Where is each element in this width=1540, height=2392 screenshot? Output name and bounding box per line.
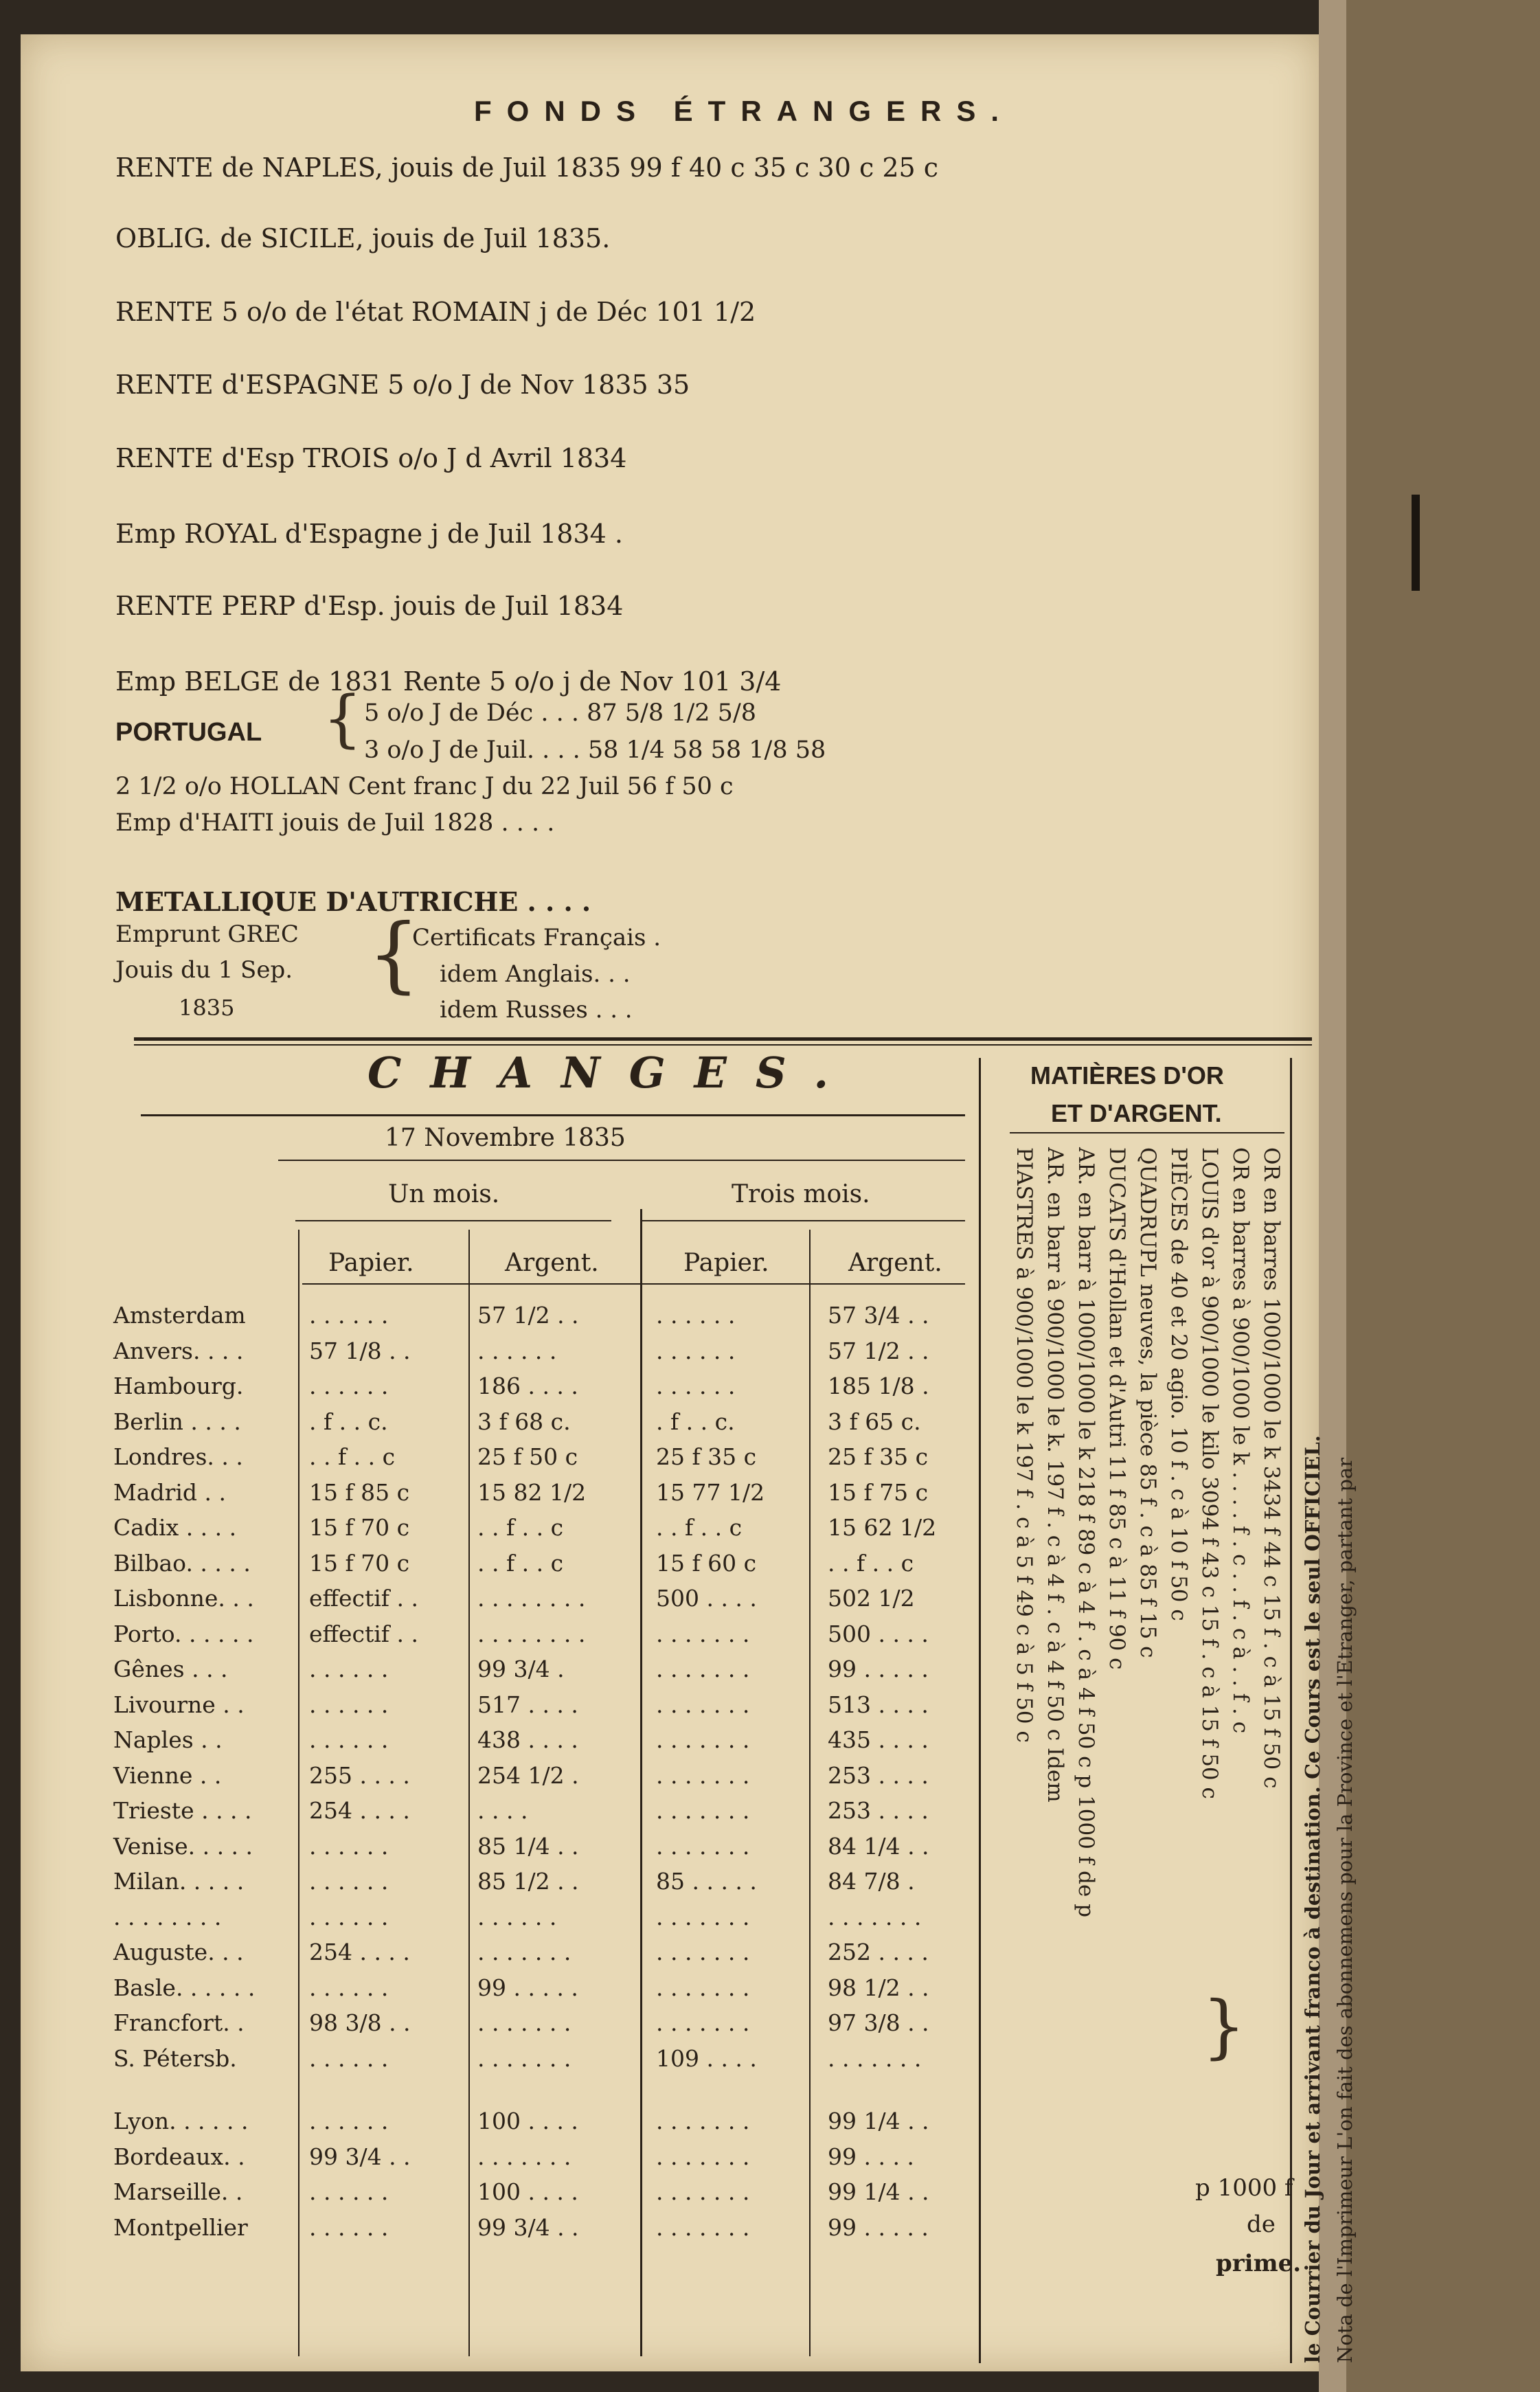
- cell-argent-un-mois: . . . . . .: [477, 1903, 557, 1930]
- header-argent-3: Argent.: [848, 1249, 942, 1277]
- cell-papier-trois-mois: . . . . . . .: [656, 1726, 750, 1753]
- grec-line-2: Jouis du 1 Sep.: [115, 956, 293, 984]
- cell-papier-trois-mois: . . . . . .: [656, 1373, 736, 1399]
- cell-papier-trois-mois: . . . . . . .: [656, 2009, 750, 2036]
- cell-papier-trois-mois: . . . . . . .: [656, 1832, 750, 1860]
- portugal-label: PORTUGAL: [115, 718, 262, 747]
- cell-papier-trois-mois: 109 . . . .: [656, 2044, 757, 2072]
- cell-argent-un-mois: 15 82 1/2: [477, 1478, 587, 1506]
- cell-papier-un-mois: 255 . . . .: [309, 1761, 410, 1789]
- cell-papier-un-mois: . . . . . .: [309, 2044, 389, 2072]
- cell-papier-un-mois: . . . . . .: [309, 1726, 389, 1753]
- city-label: Bilbao. . . . .: [113, 1549, 251, 1577]
- grec-cert-francais: Certificats Français .: [412, 924, 661, 951]
- matieres-col-1: OR en barres 1000/1000 le k 3434 f 44 c 15 f . c à 15 f 50 c: [1259, 1147, 1284, 1789]
- changes-date-rule: [278, 1160, 965, 1161]
- grec-brace: {: [367, 907, 420, 1002]
- cell-argent-un-mois: . . . . . .: [477, 1337, 557, 1364]
- city-label: Auguste. . .: [113, 1939, 244, 1965]
- cell-argent-un-mois: . . . . . . .: [477, 2009, 571, 2036]
- cell-papier-trois-mois: . . . . . . .: [656, 2143, 750, 2170]
- cell-papier-un-mois: . . . . . .: [309, 1373, 389, 1399]
- matieres-col-8: AR. en barr à 900/1000 le k. 197 f . c à 4 f . c à 4 f 50 c Idem: [1043, 1147, 1067, 1803]
- cell-papier-un-mois: . . . . . .: [309, 1868, 389, 1895]
- cell-argent-un-mois: 3 f 68 c.: [477, 1408, 571, 1435]
- cell-argent-trois-mois: 15 62 1/2: [828, 1514, 937, 1541]
- cell-argent-un-mois: 99 3/4 . .: [477, 2213, 579, 2241]
- cell-papier-trois-mois: 25 f 35 c: [656, 1443, 757, 1470]
- portugal-brace: {: [323, 683, 363, 755]
- changes-title: CHANGES.: [367, 1048, 858, 1098]
- city-label: Porto. . . . . .: [113, 1620, 254, 1647]
- cell-argent-trois-mois: 253 . . . .: [828, 1797, 929, 1824]
- cell-papier-trois-mois: 85 . . . . .: [656, 1868, 757, 1895]
- col-divider-6: [1290, 1058, 1292, 2363]
- cell-papier-trois-mois: . . . . . . .: [656, 1974, 750, 2001]
- city-label: Cadix . . . .: [113, 1514, 237, 1541]
- cell-papier-trois-mois: . . . . . . .: [656, 2213, 750, 2241]
- city-label: Trieste . . . .: [113, 1797, 252, 1824]
- cell-argent-trois-mois: 57 1/2 . .: [828, 1337, 929, 1364]
- cell-papier-un-mois: effectif . .: [309, 1585, 418, 1612]
- fonds-line-hollan: 2 1/2 o/o HOLLAN Cent franc J du 22 Juil 56 f 50 c: [115, 773, 734, 800]
- city-label: Livourne . .: [113, 1691, 245, 1718]
- city-label: Milan. . . . .: [113, 1868, 245, 1895]
- cell-argent-un-mois: . . . . . . . .: [477, 1620, 586, 1647]
- city-label: Amsterdam: [113, 1302, 246, 1329]
- city-label: Francfort. .: [113, 2009, 245, 2036]
- cell-papier-un-mois: . f . . c.: [309, 1408, 388, 1435]
- cell-papier-trois-mois: 15 f 60 c: [656, 1549, 757, 1577]
- fonds-line-emp-royal: Emp ROYAL d'Espagne j de Juil 1834 .: [115, 519, 623, 549]
- portugal-line-1: 5 o/o J de Déc . . . 87 5/8 1/2 5/8: [364, 699, 757, 727]
- header-un-mois: Un mois.: [388, 1180, 500, 1208]
- header-papier-3: Papier.: [683, 1249, 769, 1277]
- city-label: S. Pétersb.: [113, 2044, 237, 2072]
- city-label: Naples . .: [113, 1726, 223, 1753]
- city-label: Berlin . . . .: [113, 1408, 241, 1435]
- column-header-rule: [302, 1283, 965, 1285]
- cell-argent-trois-mois: 513 . . . .: [828, 1691, 929, 1718]
- cell-papier-un-mois: . . . . . .: [309, 1656, 389, 1682]
- grec-line-1: Emprunt GREC: [115, 921, 299, 948]
- cell-papier-trois-mois: . . . . . . .: [656, 2178, 750, 2205]
- matieres-col-2: OR en barres à 900/1000 le k . . . . f . c . . f . c à . . f . c: [1228, 1147, 1253, 1734]
- grec-cert-russes: idem Russes . . .: [440, 996, 633, 1024]
- cell-argent-un-mois: 254 1/2 .: [477, 1761, 579, 1789]
- city-label: . . . . . . . .: [113, 1903, 222, 1930]
- cell-argent-un-mois: 100 . . . .: [477, 2108, 578, 2134]
- cell-papier-trois-mois: . . f . . c: [656, 1514, 743, 1541]
- spine-mark: [1412, 495, 1420, 591]
- cell-argent-un-mois: . . . . . . .: [477, 1939, 571, 1965]
- cell-papier-un-mois: . . . . . .: [309, 1691, 389, 1718]
- cell-argent-un-mois: . . . . . . . .: [477, 1585, 586, 1612]
- cell-argent-trois-mois: . . . . . . .: [828, 1903, 922, 1930]
- cell-argent-trois-mois: 98 1/2 . .: [828, 1974, 929, 2001]
- matieres-title-1: MATIÈRES D'OR: [1030, 1061, 1224, 1090]
- cell-papier-un-mois: . . f . . c: [309, 1443, 396, 1470]
- changes-date: 17 Novembre 1835: [385, 1124, 626, 1152]
- prime-line-3: prime.: [1216, 2250, 1302, 2277]
- city-label: Lyon. . . . . .: [113, 2108, 249, 2134]
- cell-papier-un-mois: 15 f 70 c: [309, 1514, 410, 1541]
- cell-argent-trois-mois: 435 . . . .: [828, 1726, 929, 1753]
- cell-papier-un-mois: . . . . . .: [309, 2108, 389, 2134]
- matieres-rule: [1010, 1132, 1284, 1133]
- prime-brace: }: [1202, 1986, 1246, 2066]
- section-rule-thin: [134, 1044, 1312, 1046]
- col-divider-1: [298, 1230, 299, 2356]
- cell-papier-un-mois: 254 . . . .: [309, 1939, 410, 1965]
- matieres-col-9: PIASTRES à 900/1000 le k 197 f . c à 5 f 49 c à 5 f 50 c: [1012, 1147, 1037, 1743]
- city-label: Madrid . .: [113, 1478, 227, 1506]
- cell-argent-un-mois: 85 1/4 . .: [477, 1832, 579, 1860]
- cell-argent-un-mois: 99 . . . . .: [477, 1974, 578, 2001]
- fonds-line-espagne: RENTE d'ESPAGNE 5 o/o J de Nov 1835 35: [115, 370, 690, 400]
- city-label: Lisbonne. . .: [113, 1585, 254, 1612]
- cell-argent-un-mois: 438 . . . .: [477, 1726, 578, 1753]
- matieres-col-7: AR. en barr à 1000/1000 le k 218 f 89 c à 4 f . c à 4 f 50 c p 1000 f de p: [1074, 1147, 1098, 1918]
- cell-papier-un-mois: 57 1/8 . .: [309, 1337, 411, 1364]
- cell-argent-trois-mois: . . f . . c: [828, 1549, 914, 1577]
- fonds-line-romain: RENTE 5 o/o de l'état ROMAIN j de Déc 101 1/2: [115, 297, 756, 327]
- cell-argent-trois-mois: 99 1/4 . .: [828, 2108, 929, 2134]
- cell-papier-un-mois: . . . . . .: [309, 2213, 389, 2241]
- cell-argent-trois-mois: . . . . . . .: [828, 2044, 922, 2072]
- metallique-autriche: METALLIQUE D'AUTRICHE . . . .: [115, 886, 591, 917]
- fonds-line-haiti: Emp d'HAITI jouis de Juil 1828 . . . .: [115, 809, 555, 837]
- trois-mois-rule: [642, 1220, 965, 1221]
- cell-argent-trois-mois: 3 f 65 c.: [828, 1408, 921, 1435]
- col-divider-4: [809, 1230, 811, 2356]
- city-label: Gênes . . .: [113, 1656, 228, 1682]
- city-label: Montpellier: [113, 2213, 248, 2241]
- cell-argent-trois-mois: 97 3/8 . .: [828, 2009, 929, 2036]
- grec-line-3: 1835: [179, 995, 235, 1021]
- cell-papier-un-mois: . . . . . .: [309, 2178, 389, 2205]
- city-label: Vienne . .: [113, 1761, 222, 1789]
- prime-line-1: p 1000 f: [1195, 2174, 1293, 2202]
- cell-argent-trois-mois: 15 f 75 c: [828, 1478, 929, 1506]
- cell-argent-un-mois: 85 1/2 . .: [477, 1868, 579, 1895]
- fonds-line-sicile: OBLIG. de SICILE, jouis de Juil 1835.: [115, 223, 611, 253]
- nota-line-1: Nota de l'Imprimeur L'on fait des abonnemens pour la Province et l'Etranger, partant par: [1333, 1457, 1357, 2363]
- fonds-line-naples: RENTE de NAPLES, jouis de Juil 1835 99 f 40 c 35 c 30 c 25 c: [115, 153, 939, 183]
- cell-papier-trois-mois: . . . . . . .: [656, 1656, 750, 1682]
- cell-argent-trois-mois: 99 1/4 . .: [828, 2178, 929, 2205]
- matieres-col-6: DUCATS d'Hollan et d'Autri 11 f 85 c à 11 f 90 c: [1105, 1147, 1129, 1670]
- matieres-title-2: ET D'ARGENT.: [1051, 1099, 1222, 1127]
- cell-argent-trois-mois: 185 1/8 .: [828, 1373, 929, 1399]
- cell-argent-trois-mois: 99 . . . .: [828, 2143, 914, 2170]
- col-divider-3: [640, 1209, 642, 2356]
- header-argent-1: Argent.: [505, 1249, 599, 1277]
- section-rule: [134, 1037, 1312, 1041]
- cell-papier-un-mois: 254 . . . .: [309, 1797, 410, 1824]
- cell-papier-trois-mois: . . . . . . .: [656, 1620, 750, 1647]
- city-label: Hambourg.: [113, 1373, 244, 1399]
- cell-argent-trois-mois: 84 1/4 . .: [828, 1832, 929, 1860]
- fonds-line-rente-perp: RENTE PERP d'Esp. jouis de Juil 1834: [115, 591, 624, 621]
- matieres-col-4: PIÈCES de 40 et 20 agio. 10 f . c à 10 f 50 c: [1166, 1147, 1191, 1621]
- fonds-title: FONDS ÉTRANGERS.: [474, 95, 1015, 127]
- cell-papier-un-mois: . . . . . .: [309, 1903, 389, 1930]
- cell-papier-un-mois: . . . . . .: [309, 1974, 389, 2001]
- prime-line-2: de: [1247, 2211, 1276, 2238]
- cell-argent-trois-mois: 253 . . . .: [828, 1761, 929, 1789]
- fonds-line-belge: Emp BELGE de 1831 Rente 5 o/o j de Nov 101 3/4: [115, 666, 782, 697]
- header-papier-1: Papier.: [328, 1249, 414, 1277]
- city-label: Anvers. . . .: [113, 1337, 244, 1364]
- fonds-line-esp-trois: RENTE d'Esp TROIS o/o J d Avril 1834: [115, 443, 627, 473]
- cell-argent-un-mois: 99 3/4 .: [477, 1656, 565, 1682]
- cell-argent-un-mois: 100 . . . .: [477, 2178, 578, 2205]
- city-label: Basle. . . . . .: [113, 1974, 256, 2001]
- changes-title-rule: [141, 1114, 965, 1116]
- city-label: Londres. . .: [113, 1443, 243, 1470]
- cell-argent-un-mois: . . f . . c: [477, 1549, 564, 1577]
- cell-argent-trois-mois: 25 f 35 c: [828, 1443, 929, 1470]
- un-mois-rule: [295, 1220, 611, 1221]
- cell-argent-un-mois: . . . . . . .: [477, 2143, 571, 2170]
- cell-papier-un-mois: 15 f 85 c: [309, 1478, 410, 1506]
- matieres-col-3: LOUIS d'or à 900/1000 le kilo 3094 f 43 c 15 f . c à 15 f 50 c: [1197, 1147, 1222, 1799]
- city-label: Bordeaux. .: [113, 2143, 245, 2170]
- portugal-line-2: 3 o/o J de Juil. . . . 58 1/4 58 58 1/8 58: [364, 736, 826, 764]
- cell-papier-un-mois: 98 3/8 . .: [309, 2009, 411, 2036]
- cell-papier-un-mois: effectif . .: [309, 1620, 418, 1647]
- cell-papier-trois-mois: . . . . . . .: [656, 1691, 750, 1718]
- cell-papier-trois-mois: . . . . . .: [656, 1337, 736, 1364]
- cell-argent-un-mois: 25 f 50 c: [477, 1443, 578, 1470]
- city-label: Marseille. .: [113, 2178, 243, 2205]
- cell-argent-trois-mois: 99 . . . . .: [828, 1656, 929, 1682]
- col-divider-2: [468, 1230, 470, 2356]
- matieres-col-5: QUADRUPL neuves, la pièce 85 f . c à 85 f 15 c: [1135, 1147, 1160, 1658]
- cell-argent-un-mois: . . . .: [477, 1797, 528, 1824]
- cell-papier-trois-mois: 15 77 1/2: [656, 1478, 765, 1506]
- cell-papier-trois-mois: . . . . . . .: [656, 1797, 750, 1824]
- cell-argent-un-mois: 517 . . . .: [477, 1691, 578, 1718]
- cell-papier-trois-mois: . f . . c.: [656, 1408, 735, 1435]
- cell-argent-trois-mois: 252 . . . .: [828, 1939, 929, 1965]
- cell-papier-un-mois: . . . . . .: [309, 1832, 389, 1860]
- cell-papier-un-mois: 99 3/4 . .: [309, 2143, 411, 2170]
- cell-papier-trois-mois: . . . . . . .: [656, 1939, 750, 1965]
- cell-argent-trois-mois: 500 . . . .: [828, 1620, 929, 1647]
- cell-argent-un-mois: 57 1/2 . .: [477, 1302, 579, 1329]
- cell-papier-trois-mois: . . . . . .: [656, 1302, 736, 1329]
- cell-argent-un-mois: 186 . . . .: [477, 1373, 578, 1399]
- cell-papier-trois-mois: . . . . . . .: [656, 1903, 750, 1930]
- city-label: Venise. . . . .: [113, 1832, 253, 1860]
- cell-argent-trois-mois: 84 7/8 .: [828, 1868, 915, 1895]
- cell-argent-trois-mois: 99 . . . . .: [828, 2213, 929, 2241]
- cell-argent-trois-mois: 57 3/4 . .: [828, 1302, 929, 1329]
- grec-cert-anglais: idem Anglais. . .: [440, 960, 631, 988]
- cell-papier-un-mois: 15 f 70 c: [309, 1549, 410, 1577]
- header-trois-mois: Trois mois.: [732, 1180, 870, 1208]
- cell-argent-un-mois: . . . . . . .: [477, 2044, 571, 2072]
- col-divider-5: [979, 1058, 981, 2363]
- cell-papier-trois-mois: . . . . . . .: [656, 1761, 750, 1789]
- cell-papier-trois-mois: 500 . . . .: [656, 1585, 757, 1612]
- nota-line-2: le Courrier du Jour et arrivant franco à destination. Ce Cours est le seul OFFICIEL.: [1301, 1435, 1324, 2363]
- cell-argent-un-mois: . . f . . c: [477, 1514, 564, 1541]
- cell-argent-trois-mois: 502 1/2: [828, 1585, 915, 1612]
- cell-papier-trois-mois: . . . . . . .: [656, 2108, 750, 2134]
- cell-papier-un-mois: . . . . . .: [309, 1302, 389, 1329]
